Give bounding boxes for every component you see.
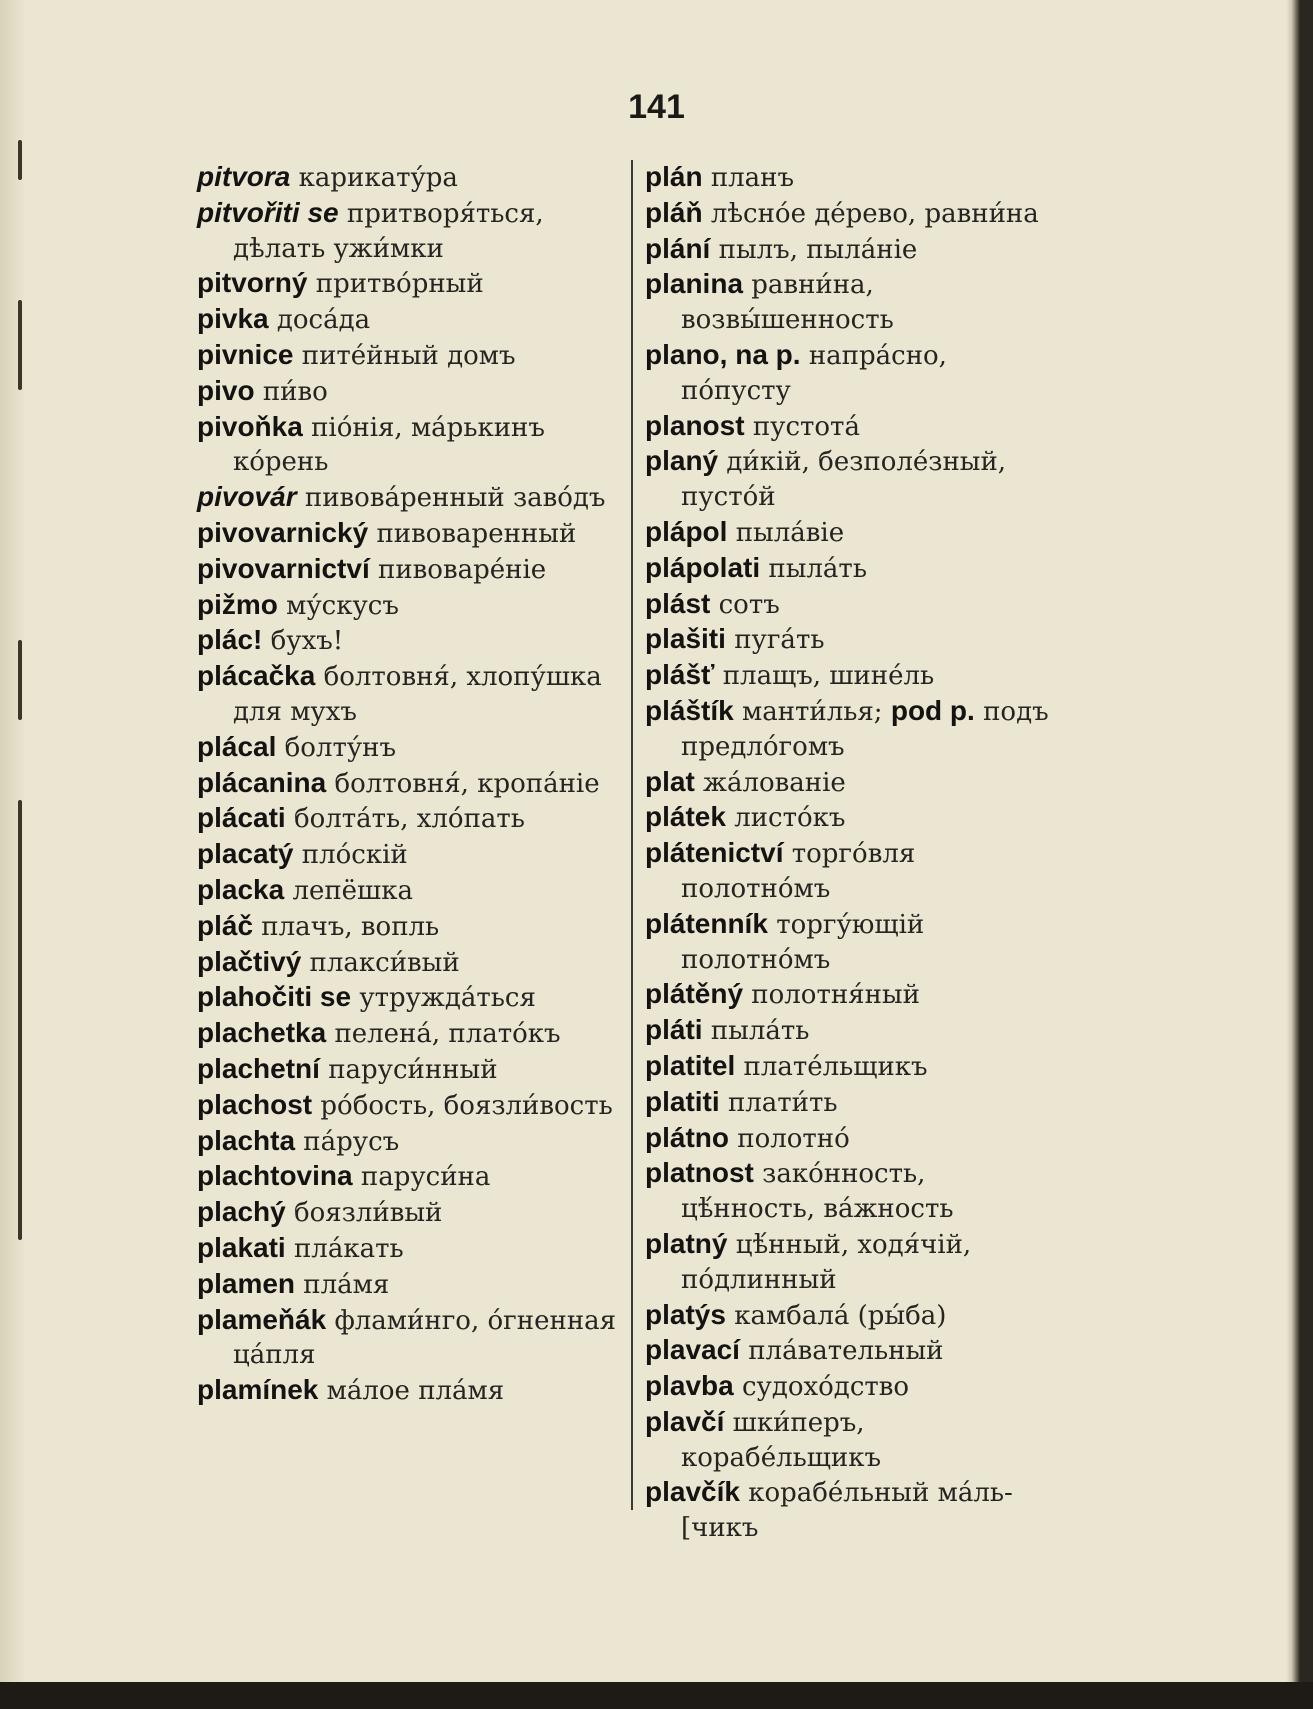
entry-headword: pláň (645, 196, 703, 228)
entry-headword: plachtovina (197, 1160, 353, 1192)
scan-border (0, 1682, 1313, 1709)
dictionary-entry (645, 1369, 1065, 1405)
entry-headword: plápolati (645, 551, 761, 583)
dictionary-entry (197, 1088, 617, 1124)
entry-continuation: [чикъ (681, 1513, 759, 1544)
entry-translation: паруси́нный (328, 1054, 498, 1085)
dictionary-entry (645, 836, 1065, 907)
entry-headword: planost (645, 409, 745, 441)
dictionary-entry (645, 1227, 1065, 1298)
entry-headword: plátno (645, 1121, 729, 1153)
entry-headword: plác! (197, 624, 263, 656)
entry-headword: plašiti (645, 623, 726, 655)
dictionary-entry (197, 766, 617, 802)
entry-subheadword: pod p. (890, 694, 975, 726)
entry-headword: plápol (645, 515, 728, 547)
dictionary-entry (645, 1121, 1065, 1157)
entry-headword: placka (197, 873, 285, 905)
dictionary-entry (645, 551, 1065, 587)
dictionary-entry (645, 444, 1065, 515)
entry-headword: planý (645, 445, 719, 477)
entry-translation: камбала́ (ры́ба) (734, 1300, 947, 1331)
entry-translation: цѣ́нный, ходя́чій, по́длинный (681, 1229, 972, 1295)
entry-headword: platiti (645, 1085, 720, 1117)
entry-headword: plamen (197, 1267, 296, 1299)
entry-translation: сотъ (718, 589, 780, 620)
entry-headword: plameňák (197, 1303, 327, 1335)
entry-headword: platnost (645, 1157, 754, 1189)
entry-headword: plavba (645, 1370, 734, 1402)
dictionary-entry (645, 1049, 1065, 1085)
dictionary-entry (645, 1085, 1065, 1121)
entry-translation: притво́рный (315, 269, 484, 300)
entry-headword: plán (645, 161, 703, 192)
entry-translation: пуга́ть (734, 625, 825, 656)
entry-translation: пла́кать (293, 1233, 404, 1264)
dictionary-entry (197, 410, 617, 481)
entry-headword: plácačka (197, 660, 316, 692)
dictionary-entry (197, 374, 617, 410)
entry-headword: plavací (645, 1334, 740, 1366)
dictionary-entry (197, 196, 617, 267)
dictionary-entry (197, 1267, 617, 1303)
dictionary-entry (197, 302, 617, 338)
dictionary-entry (197, 1231, 617, 1267)
dictionary-entry (645, 160, 1065, 196)
entry-translation: болта́ть, хло́пать (293, 804, 525, 835)
entry-translation: корабе́льный ма́ль- (748, 1478, 1013, 1509)
dictionary-entry (197, 980, 617, 1016)
dictionary-entry (197, 588, 617, 624)
entry-headword: plácal (197, 730, 277, 762)
entry-translation: флами́нго, о́гненная ца́пля (233, 1305, 617, 1371)
dictionary-entry (645, 409, 1065, 445)
column-divider (631, 160, 633, 1510)
dictionary-entry (645, 515, 1065, 551)
dictionary-entry (645, 977, 1065, 1013)
entry-translation: равни́на, возвы́шенность (681, 270, 894, 336)
entry-headword: pižmo (197, 588, 278, 620)
entry-translation: пыла́ть (768, 553, 867, 584)
entry-headword: pivovarnický (197, 516, 369, 548)
entry-translation: пивоваренный (376, 518, 577, 549)
page-edge-right (1286, 0, 1300, 1682)
entry-translation: плакси́вый (309, 947, 460, 978)
entry-headword: plavčí (645, 1405, 725, 1437)
dictionary-entry (645, 232, 1065, 268)
entry-headword: pivovár (197, 481, 297, 513)
entry-subtranslation: подъ предло́гомъ (681, 696, 1049, 762)
entry-translation: напра́сно, по́пусту (681, 340, 947, 406)
entry-headword: plátěný (645, 978, 744, 1010)
entry-headword: plátenictví (645, 837, 784, 869)
dictionary-entry (197, 480, 617, 516)
entry-translation: доса́да (276, 305, 371, 336)
entry-headword: plácati (197, 802, 286, 834)
dictionary-entry (197, 623, 617, 659)
entry-translation: плачъ, вопль (261, 911, 440, 942)
entry-headword: plácanina (197, 766, 327, 798)
dictionary-entry (197, 338, 617, 374)
entry-headword: pláti (645, 1014, 703, 1046)
entry-translation: полотня́ный (751, 980, 920, 1011)
dictionary-entry (197, 552, 617, 588)
page-edge-left (0, 0, 26, 1682)
entry-translation: пло́скій (301, 840, 408, 871)
entry-headword: plášť (645, 659, 715, 691)
entry-headword: plamínek (197, 1374, 319, 1406)
dictionary-entry (197, 659, 617, 730)
entry-headword: plavčík (645, 1476, 740, 1508)
entry-headword: plachý (197, 1196, 286, 1228)
entry-translation: пылъ, пыла́ніе (718, 234, 918, 265)
entry-headword: pitvora (197, 161, 291, 192)
entry-headword: plakati (197, 1231, 286, 1263)
margin-mark (18, 640, 22, 720)
entry-translation: пустота́ (752, 411, 860, 442)
entry-headword: plachetní (197, 1052, 320, 1084)
entry-headword: plahočiti se (197, 981, 352, 1013)
entry-translation: листо́къ (734, 803, 846, 834)
entry-headword: pivo (197, 374, 255, 406)
dictionary-entry (645, 907, 1065, 978)
entry-translation: ро́бость, боязли́вость (320, 1090, 613, 1121)
entry-headword: platýs (645, 1298, 726, 1330)
entry-translation: бухъ! (270, 626, 344, 657)
entry-headword: plačtivý (197, 945, 302, 977)
entry-headword: planina (645, 268, 744, 300)
dictionary-entry (645, 1013, 1065, 1049)
entry-translation: карикату́ра (298, 163, 458, 193)
dictionary-entry (645, 587, 1065, 623)
entry-translation: зако́нность, цѣ́нность, ва́жность (681, 1159, 954, 1225)
margin-mark (18, 300, 22, 390)
dictionary-entry (197, 945, 617, 981)
entry-translation: болтовня́, кропа́ніе (334, 768, 600, 799)
entry-headword: plást (645, 587, 711, 619)
dictionary-entry (197, 1016, 617, 1052)
entry-headword: plachost (197, 1088, 313, 1120)
entry-translation: пла́вательный (748, 1336, 944, 1367)
entry-headword: plátek (645, 801, 726, 833)
entry-translation: па́русъ (303, 1126, 400, 1157)
dictionary-entry (645, 694, 1065, 765)
dictionary-entry (197, 1124, 617, 1160)
entry-translation: лепёшка (292, 875, 413, 906)
entry-translation: пивоваре́ніе (378, 554, 547, 585)
entry-translation: жа́лованіе (703, 767, 846, 798)
entry-translation: пивова́ренный заво́дъ (304, 483, 606, 514)
entry-headword: pláč (197, 909, 254, 941)
margin-mark (18, 140, 22, 180)
dictionary-entry (197, 1195, 617, 1231)
entry-translation: плащъ, шине́ль (722, 661, 935, 692)
entry-headword: placatý (197, 838, 294, 870)
entry-translation: пелена́, плато́къ (334, 1019, 561, 1050)
entry-translation: пыла́ть (710, 1016, 810, 1047)
dictionary-entry (197, 1159, 617, 1195)
dictionary-entry (645, 1333, 1065, 1369)
dictionary-entry (197, 801, 617, 837)
dictionary-entry (197, 909, 617, 945)
entry-headword: pláštík (645, 694, 734, 726)
entry-translation: утружда́ться (359, 983, 536, 1014)
entry-headword: plachetka (197, 1017, 327, 1049)
dictionary-entry (197, 837, 617, 873)
entry-translation: торгу́ющій полотно́мъ (681, 909, 925, 975)
margin-mark (18, 800, 22, 1240)
entry-headword: plano, na p. (645, 338, 801, 370)
entry-translation: манти́лья; (741, 696, 883, 727)
entry-translation: пи́во (262, 376, 328, 407)
dictionary-entry (645, 267, 1065, 338)
entry-headword: pivovarnictví (197, 552, 370, 584)
entry-translation: планъ (710, 163, 795, 193)
entry-headword: pivoňka (197, 410, 303, 442)
dictionary-entry (197, 160, 617, 196)
entry-headword: plátenník (645, 907, 768, 939)
entry-headword: platný (645, 1227, 728, 1259)
entry-headword: plat (645, 765, 695, 797)
dictionary-entry (197, 1052, 617, 1088)
entry-headword: plachta (197, 1124, 296, 1156)
dictionary-entry (645, 765, 1065, 801)
entry-translation: судохо́дство (741, 1372, 910, 1403)
dictionary-entry (645, 1298, 1065, 1334)
dictionary-entry (197, 1373, 617, 1409)
dictionary-entry (645, 658, 1065, 694)
right-column (645, 160, 1065, 1546)
dictionary-entry (197, 1303, 617, 1374)
dictionary-entry (645, 1405, 1065, 1476)
left-column (197, 160, 617, 1409)
entry-translation: боязли́вый (293, 1198, 443, 1229)
dictionary-entry (645, 196, 1065, 232)
entry-translation: притворя́ться, дѣлать ужи́мки (233, 198, 544, 264)
entry-translation: лѣсно́е де́рево, равни́на (710, 198, 1039, 229)
entry-translation: торго́вля полотно́мъ (681, 839, 916, 904)
entry-headword: pivnice (197, 338, 294, 370)
entry-translation: болтовня́, хлопу́шка для мухъ (233, 662, 602, 727)
entry-translation: шки́перъ, корабе́льщикъ (681, 1407, 882, 1473)
entry-translation: пыла́віе (735, 517, 845, 548)
dictionary-entry (197, 266, 617, 302)
entry-headword: pitvorný (197, 267, 308, 299)
dictionary-entry (645, 800, 1065, 836)
entry-translation: болту́нъ (284, 732, 397, 763)
entry-translation: плате́льщикъ (743, 1051, 928, 1082)
entry-translation: плати́ть (727, 1087, 838, 1118)
entry-translation: пите́йный домъ (301, 340, 516, 371)
entry-translation: полотно́ (737, 1123, 850, 1154)
dictionary-entry (645, 622, 1065, 658)
entry-headword: plání (645, 232, 711, 264)
entry-translation: пла́мя (303, 1269, 390, 1300)
page-number: 141 (628, 88, 685, 126)
dictionary-entry (645, 1475, 1065, 1546)
entry-translation: му́скусъ (286, 590, 399, 621)
entry-translation: ди́кій, безполе́зный, пусто́й (681, 447, 1007, 513)
entry-headword: platitel (645, 1049, 736, 1081)
dictionary-entry (645, 1156, 1065, 1227)
entry-translation: ма́лое пла́мя (326, 1376, 505, 1407)
entry-headword: pitvořiti se (197, 196, 339, 228)
entry-translation: піо́нія, ма́рькинъ ко́рень (233, 412, 545, 478)
dictionary-entry (197, 730, 617, 766)
entry-headword: pivka (197, 303, 269, 335)
entry-translation: паруси́на (360, 1162, 491, 1193)
dictionary-entry (645, 338, 1065, 409)
dictionary-entry (197, 516, 617, 552)
dictionary-entry (197, 873, 617, 909)
